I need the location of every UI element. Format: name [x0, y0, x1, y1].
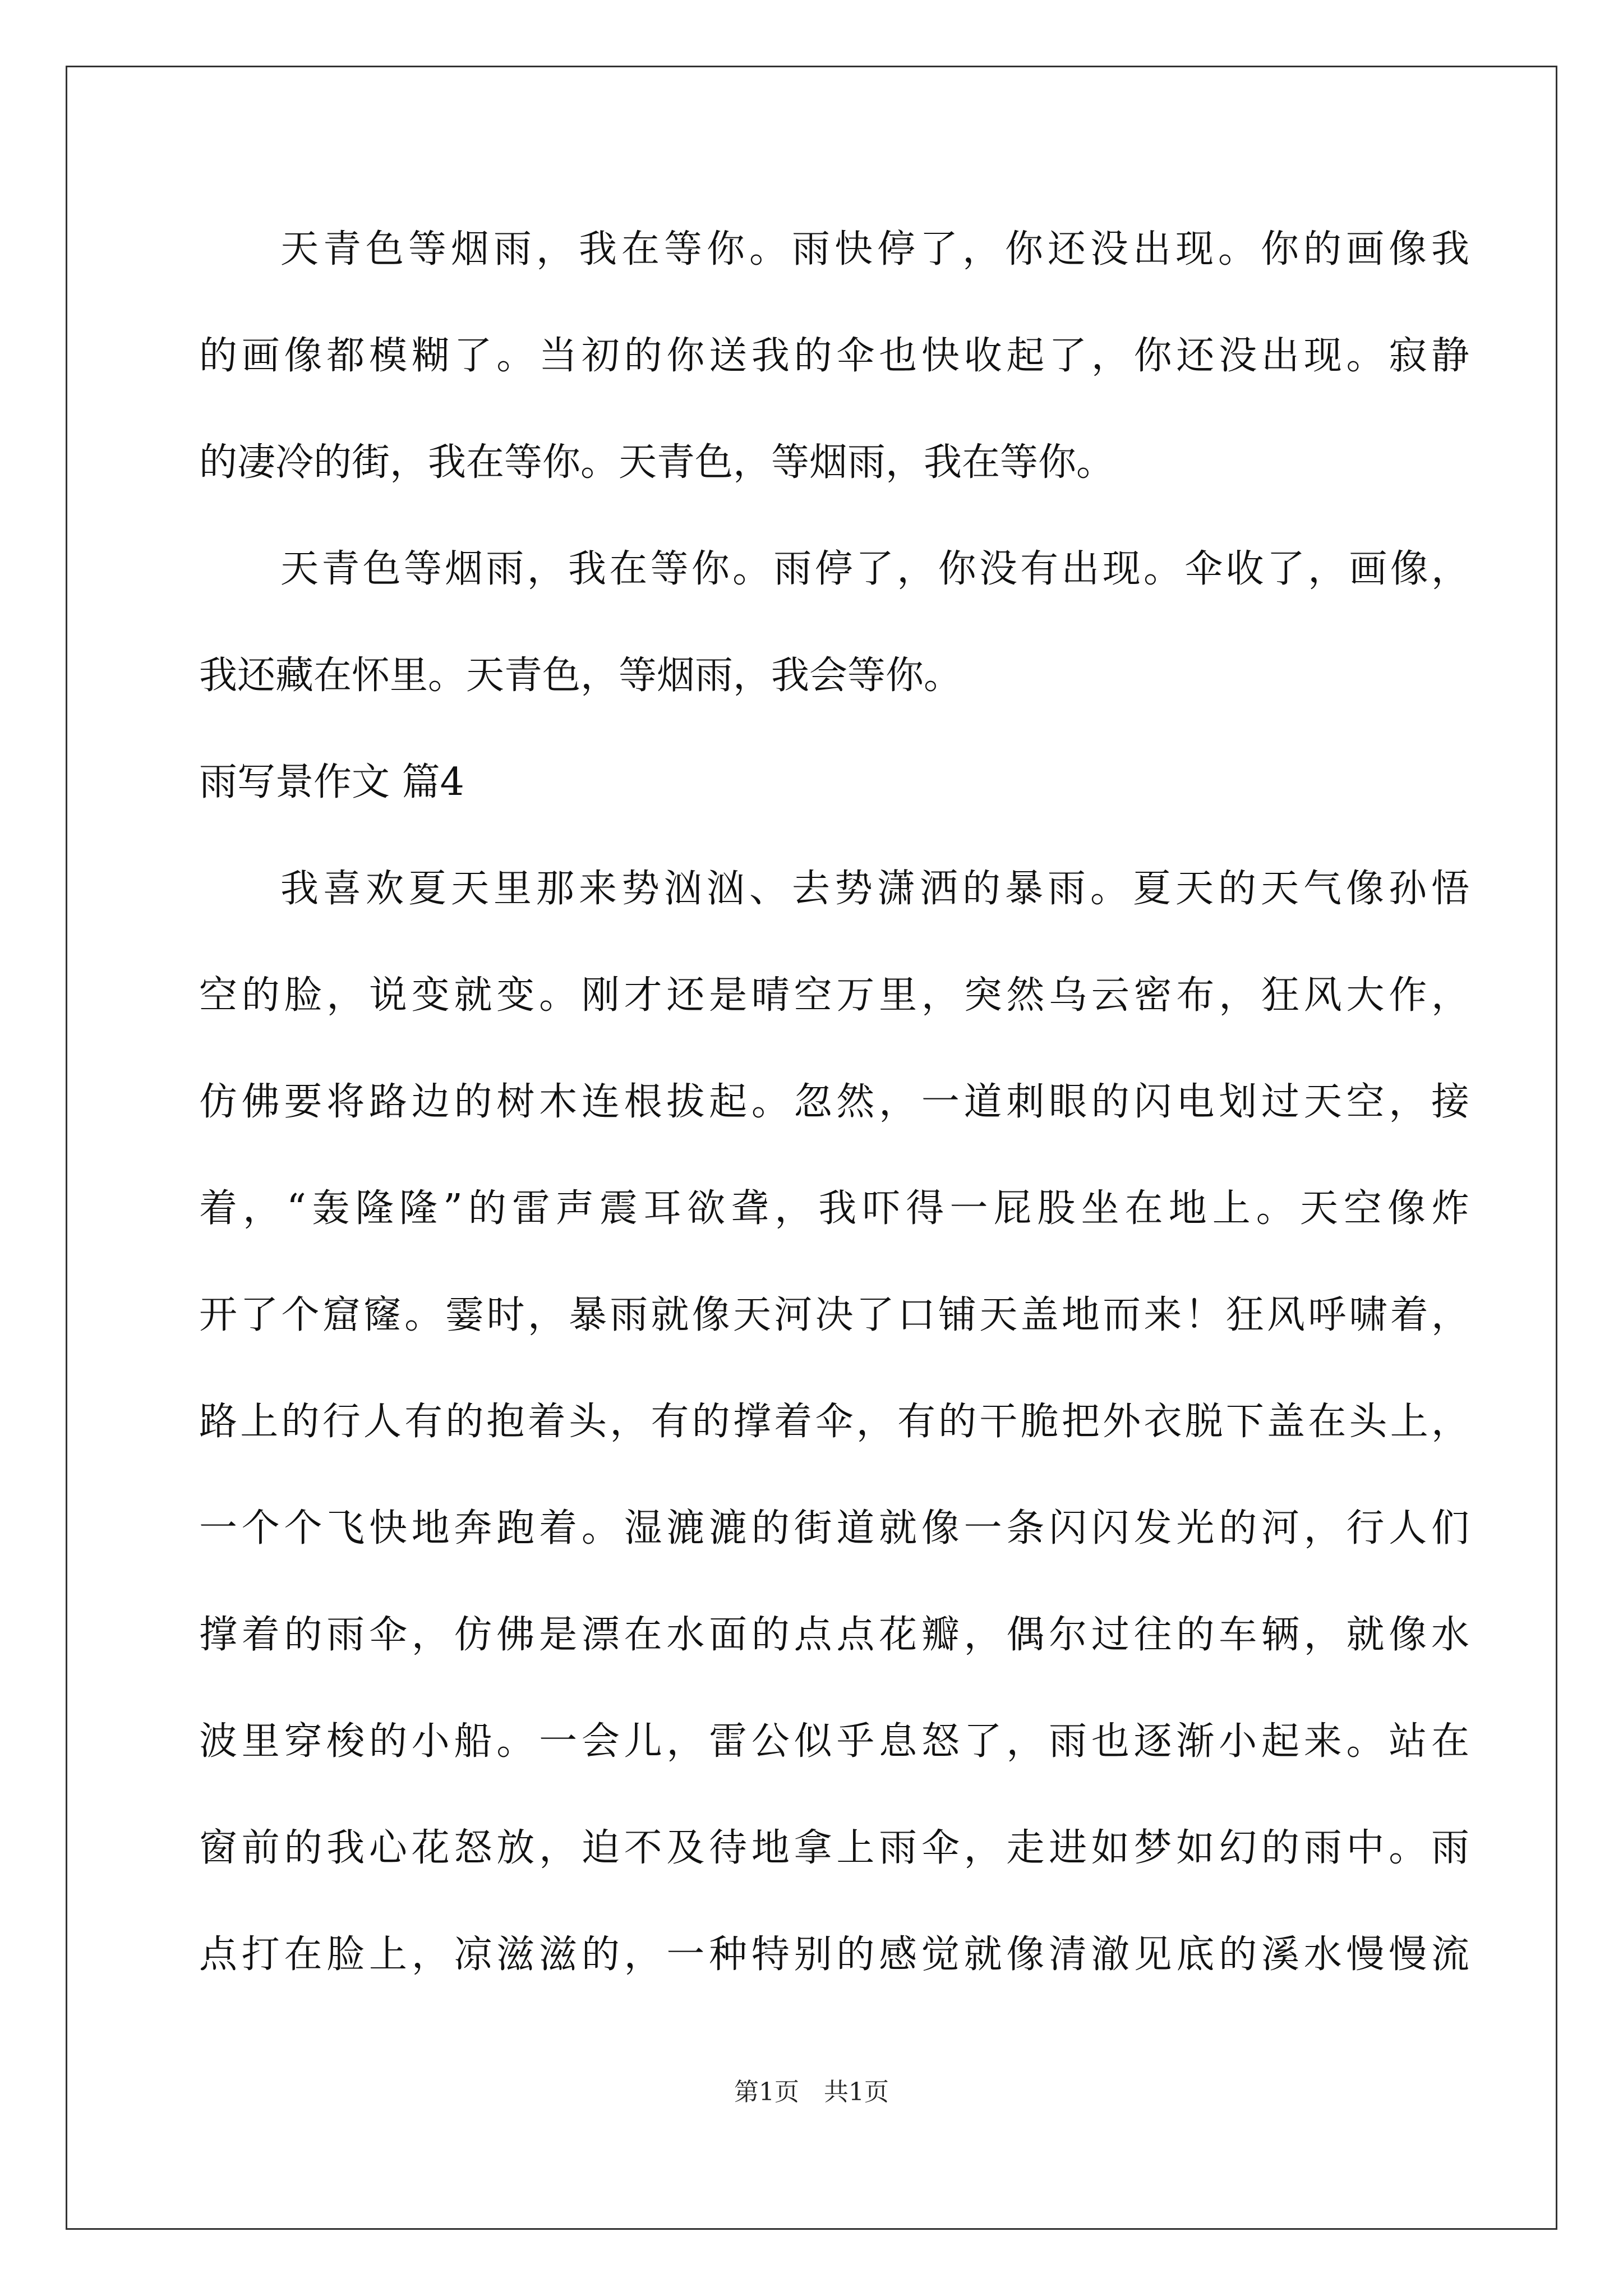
text-line: 波里穿梭的小船。一会儿，雷公似乎息怒了，雨也逐渐小起来。站在 — [199, 1719, 1469, 1764]
text-line: 空的脸，说变就变。刚才还是晴空万里，突然乌云密布，狂风大作， — [199, 973, 1469, 1018]
text-line: 仿佛要将路边的树木连根拔起。忽然，一道刺眼的闪电划过天空，接 — [199, 1080, 1469, 1124]
text-line: 撑着的雨伞，仿佛是漂在水面的点点花瓣，偶尔过往的车辆，就像水 — [199, 1613, 1469, 1657]
text-line: 的画像都模糊了。当初的你送我的伞也快收起了，你还没出现。寂静 — [199, 334, 1469, 378]
section-heading: 雨写景作文 篇4 — [199, 760, 464, 804]
text-line: 的凄冷的街，我在等你。天青色，等烟雨，我在等你。 — [199, 440, 1115, 485]
text-line: 点打在脸上，凉滋滋的，一种特别的感觉就像清澈见底的溪水慢慢流 — [199, 1932, 1469, 1977]
text-line: 我还藏在怀里。天青色，等烟雨，我会等你。 — [199, 654, 962, 698]
text-line: 路上的行人有的抱着头，有的撑着伞，有的干脆把外衣脱下盖在头上， — [199, 1400, 1469, 1444]
text-line: 着，“轰隆隆”的雷声震耳欲聋，我吓得一屁股坐在地上。天空像炸 — [199, 1186, 1469, 1231]
page-footer: 第1页 共1页 — [734, 2078, 889, 2106]
text-line: 一个个飞快地奔跑着。湿漉漉的街道就像一条闪闪发光的河，行人们 — [199, 1506, 1469, 1550]
page-border — [66, 66, 1557, 2230]
text-line: 我喜欢夏天里那来势汹汹、去势潇洒的暴雨。夏天的天气像孙悟 — [280, 867, 1469, 911]
text-line: 天青色等烟雨，我在等你。雨快停了，你还没出现。你的画像我 — [280, 227, 1469, 272]
text-line: 天青色等烟雨，我在等你。雨停了，你没有出现。伞收了，画像， — [280, 547, 1469, 591]
text-line: 窗前的我心花怒放，迫不及待地拿上雨伞，走进如梦如幻的雨中。雨 — [199, 1826, 1469, 1870]
text-line: 开了个窟窿。霎时，暴雨就像天河决了口铺天盖地而来！狂风呼啸着， — [199, 1293, 1469, 1337]
